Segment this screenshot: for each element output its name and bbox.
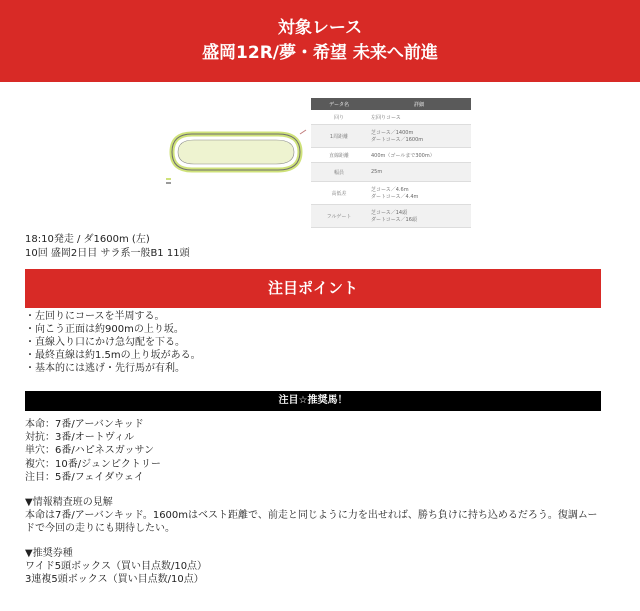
race-meeting-class: 10回 盛岡2日目 サラ系一般B1 11頭 [25,248,190,259]
list-item: 本命：7番/アーバンキッド [25,419,144,430]
analysis-heading: ▼情報精査班の見解 [25,497,113,508]
analysis-section [25,496,605,535]
list-item: 3連複5頭ボックス（買い目点数/10点） [25,574,204,585]
race-name: 盛岡12R/夢・希望 未来へ前進 [202,43,438,63]
banner-title: 対象レース [277,18,363,38]
list-item: ・直線入り口にかけ急勾配を下る。 [25,337,185,348]
ticket-list [25,547,207,586]
table-row: 直線距離 400m（ゴールまで300m） [311,148,471,163]
list-item: 複穴：10番/ジュンピクトリー [25,458,161,470]
analysis-body: 本命は7番/アーバンキッド。1600mはベスト距離で、前走と同じように力を出せれば、勝ち負けに持ち込めるだろう。復調ムードで今回の走りにも期待したい。 [25,510,598,534]
table-header-name: データ名 [311,98,367,110]
point-section-header: 注目ポイント [25,269,601,308]
point-list [25,310,201,375]
list-item: ・基本的には逃げ・先行馬が有利。 [25,363,185,374]
list-item: 注目：5番/フェイダウェイ [25,471,144,483]
list-item: 対抗：3番/オートヴィル [25,432,135,444]
table-row: 回り 左回りコース [311,110,471,125]
ticket-heading: ▼推奨券種 [25,548,73,559]
list-item: ・左回りにコースを半周する。 [25,311,165,322]
table-header-detail: 詳細 [367,98,471,110]
race-meta [25,233,190,261]
table-row: 幅員 25m [311,163,471,182]
list-item: ワイド5頭ボックス（買い目点数/10点） [25,561,208,572]
list-item: 単穴：6番/ハピネスガッサン [25,445,155,457]
table-row: フルゲート 芝コース／14頭 ダートコース／16頭 [311,205,471,228]
list-item: ・最終直線は約1.5mの上り坂がある。 [25,350,201,361]
race-time-distance: 18:10発走 / ダ1600m (左) [25,234,150,245]
table-row: 高低差 芝コース／4.6m ダートコース／4.4m [311,182,471,205]
table-row: 1周距離 芝コース／1400m ダートコース／1600m [311,125,471,148]
pick-list [25,418,161,484]
course-data-table [311,98,471,228]
target-race-banner [0,0,640,82]
list-item: ・向こう正面は約900mの上り坂。 [25,324,184,335]
pick-section-header: 注目☆推奨馬！ [25,391,601,411]
course-map-image [160,120,310,190]
